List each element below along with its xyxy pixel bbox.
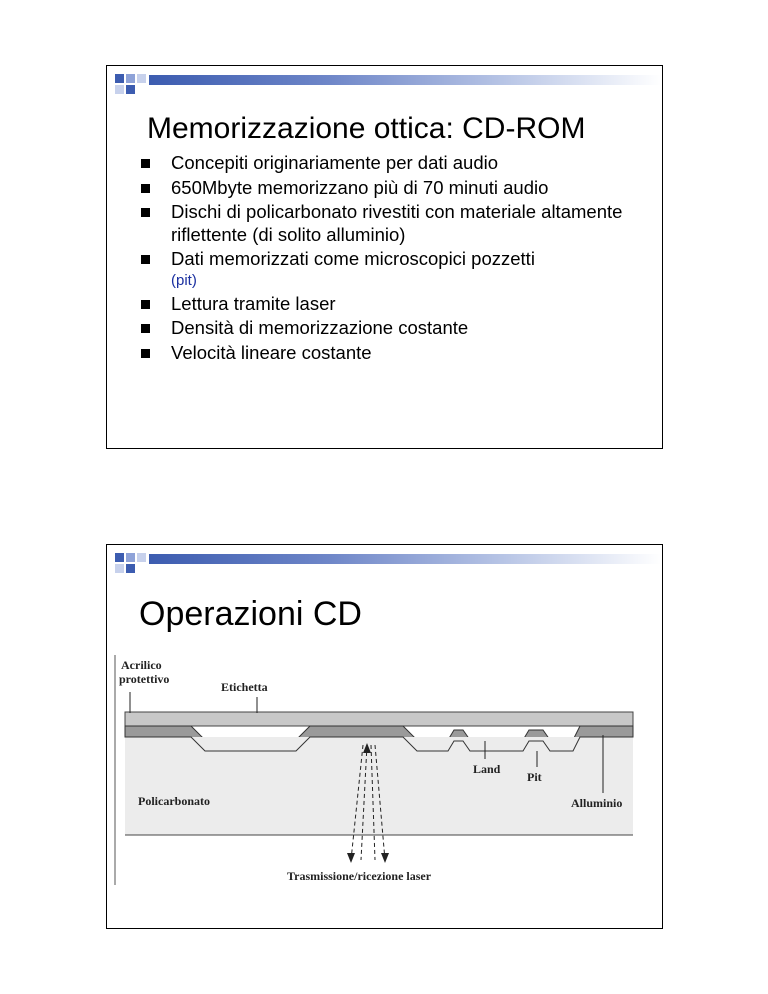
acrylic-layer (125, 712, 633, 726)
cd-cross-section-diagram (113, 655, 658, 890)
slide-decoration (107, 545, 664, 575)
deco-square (115, 85, 124, 94)
deco-square (115, 74, 124, 83)
arrow-down-icon (347, 853, 355, 863)
label-alluminio: Alluminio (571, 796, 623, 810)
bullet-item: Concepiti originariamente per dati audio (135, 152, 655, 175)
bullet-item: Dischi di policarbonato rivestiti con materiale altamente riflettente (di solito alluminio) (135, 201, 655, 246)
pit-note: (pit) (171, 271, 197, 289)
bullet-square-icon (141, 255, 150, 264)
bullet-square-icon (141, 184, 150, 193)
deco-square (137, 553, 146, 562)
deco-square (126, 564, 135, 573)
slide-decoration (107, 66, 664, 96)
label-etichetta: Etichetta (221, 680, 268, 694)
slide-1 (106, 65, 663, 449)
bullet-item: Dati memorizzati come microscopici pozzetti (pit) (135, 248, 655, 291)
slide-title: Memorizzazione ottica: CD-ROM (147, 112, 586, 145)
bullet-square-icon (141, 349, 150, 358)
label-laser: Trasmissione/ricezione laser (287, 869, 432, 883)
deco-square (126, 85, 135, 94)
label-policarbonato: Policarbonato (138, 794, 210, 808)
label-pit: Pit (527, 770, 542, 784)
bullet-square-icon (141, 324, 150, 333)
title-bar-gradient (149, 554, 661, 564)
slide-2 (106, 544, 663, 929)
arrow-down-icon (381, 853, 389, 863)
polycarbonate-base (125, 737, 633, 835)
deco-square (126, 74, 135, 83)
bullet-item: Densità di memorizzazione costante (135, 317, 655, 340)
deco-square (126, 553, 135, 562)
deco-square (137, 74, 146, 83)
bullet-square-icon (141, 159, 150, 168)
bullet-square-icon (141, 300, 150, 309)
deco-square (115, 564, 124, 573)
bullet-item: Lettura tramite laser (135, 293, 655, 316)
deco-square (115, 553, 124, 562)
bullet-square-icon (141, 208, 150, 217)
label-acrilico-line2: protettivo (119, 672, 170, 686)
bullet-list (135, 152, 655, 366)
bullet-item: 650Mbyte memorizzano più di 70 minuti audio (135, 177, 655, 200)
slide-title: Operazioni CD (139, 595, 362, 633)
bullet-item: Velocità lineare costante (135, 342, 655, 365)
label-land: Land (473, 762, 501, 776)
title-bar-gradient (149, 75, 661, 85)
label-acrilico-line1: Acrilico (121, 658, 162, 672)
